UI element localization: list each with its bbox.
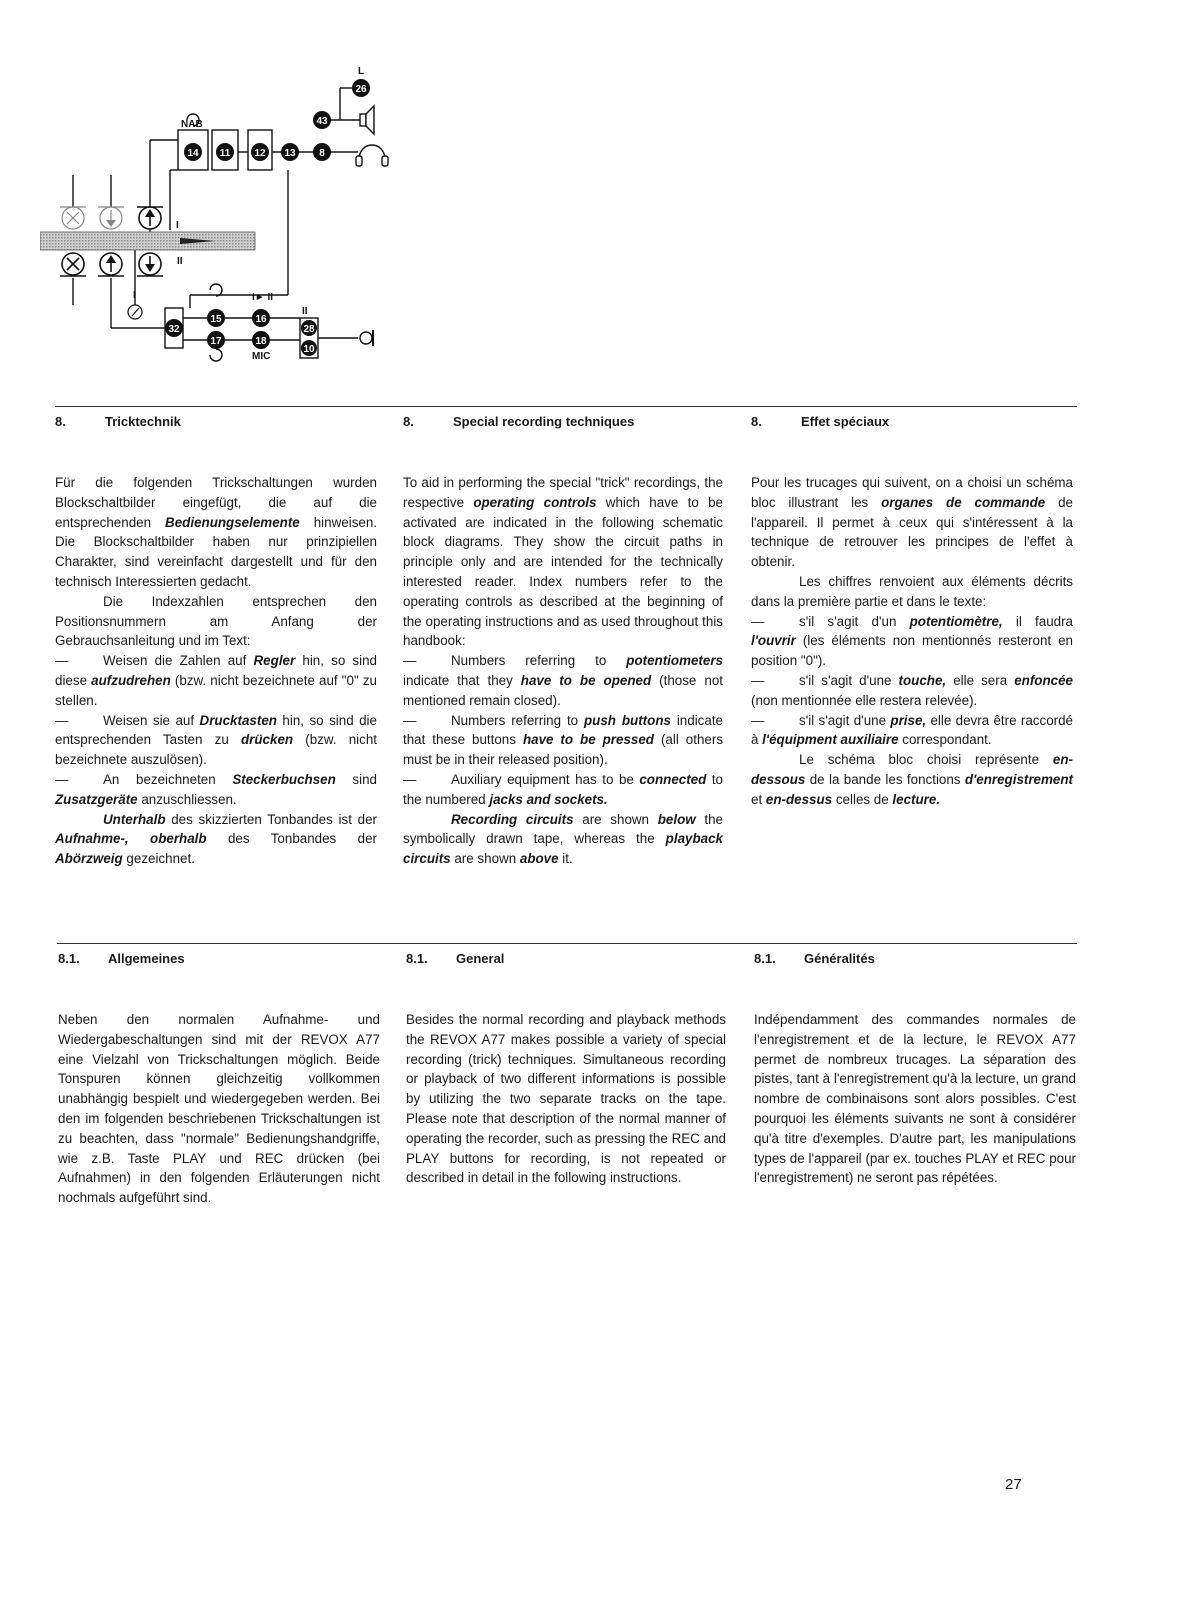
paragraph: Le schéma bloc choisi représente en-dessous de la bande les fonctions d'enregistrement et en-dessus celles de lecture. [751, 752, 1073, 807]
svg-text:I: I [176, 220, 179, 231]
heading-81-de [58, 951, 185, 966]
section-8-rule [55, 406, 1077, 407]
list-item: — An bezeichneten Steckerbuchsen sind Zusatzgeräte anzuschliessen. [55, 771, 377, 807]
svg-text:15: 15 [210, 314, 222, 325]
list-item: — Numbers referring to push buttons indicate that these buttons have to be pressed (all others must be in their released position). [403, 712, 724, 768]
list-item: — Weisen die Zahlen auf Regler hin, so sind diese aufzudrehen (bzw. nicht bezeichnete auf "0" zu stellen. [55, 653, 378, 708]
heading-number: 8. [403, 414, 414, 429]
heading-title: Effet spéciaux [801, 414, 890, 429]
column-en-81 [406, 1010, 726, 1188]
svg-text:16: 16 [255, 314, 267, 325]
svg-text:12: 12 [254, 148, 266, 159]
heading-number: 8.1. [406, 951, 428, 966]
paragraph: Die Indexzahlen entsprechen den Positionsnummern am Anfang der Gebrauchsanleitung und im Text: [55, 593, 377, 649]
svg-text:L: L [358, 66, 365, 77]
svg-text:17: 17 [210, 336, 222, 347]
svg-text:18: 18 [255, 336, 267, 347]
heading-title: Généralités [804, 951, 875, 966]
column-fr-81 [754, 1010, 1076, 1188]
svg-text:13: 13 [284, 148, 296, 159]
heading-8-de [55, 414, 181, 429]
paragraph: Unterhalb des skizzierten Tonbandes ist der Aufnahme-, oberhalb des Tonbandes der Abörzweig gezeichnet. [55, 811, 377, 867]
block-schematic-diagram [40, 60, 400, 390]
list-item: — Numbers referring to potentiometers indicate that they have to be opened (those not mentioned remain closed). [403, 653, 723, 708]
list-item: — Weisen sie auf Drucktasten hin, so sind die entsprechenden Tasten zu drücken (bzw. nicht bezeichnete auszulösen). [55, 712, 378, 768]
paragraph: Pour les trucages qui suivent, on a choisi un schéma bloc illustrant les organes de commande de l'appareil. Il permet à ceux qui s'intéressent à la technique de retrouver les principes de l'effet à obtenir. [751, 475, 1073, 570]
paragraph: Neben den normalen Aufnahme- und Wiedergabeschaltungen sind mit der REVOX A77 eine Vielzahl von Trickschaltungen möglich. Beide Tonspuren können gleichzeitig vollkommen unabhängig bespielt und wiedergegeben werden. Bei den im folgenden beschriebenen Trickschaltungen ist zu beachten, dass "normale" Bedienungshandgriffe, wie z.B. Taste PLAY und REC drücken (bei Aufnahmen) in den folgenden Erläuterungen nicht nochmals aufgeführt sind. [58, 1012, 380, 1206]
svg-text:II: II [302, 306, 308, 317]
paragraph: Besides the normal recording and playback methods the REVOX A77 makes possible a variety of special recording (trick) techniques. Simultaneous recording or playback of two different informations is possible by utilizing the two separate tracks on the tape. Please note that description of the normal manner of operating the recorder, such as pressing the REC and PLAY buttons for recording, is not repeated or described in detail in the following instructions. [406, 1012, 726, 1186]
heading-title: Tricktechnik [105, 414, 181, 429]
svg-text:28: 28 [303, 324, 315, 335]
svg-text:32: 32 [168, 324, 180, 335]
svg-text:43: 43 [316, 116, 328, 127]
column-de-81 [58, 1010, 380, 1208]
heading-8-en [403, 414, 634, 429]
heading-title: Special recording techniques [453, 414, 635, 429]
page-number: 27 [1005, 1476, 1022, 1493]
heading-number: 8. [55, 414, 66, 429]
column-fr-8 [751, 473, 1073, 810]
svg-text:26: 26 [355, 84, 367, 95]
paragraph: To aid in performing the special "trick" recordings, the respective operating controls which have to be activated are indicated in the following schematic block diagrams. They show the circuit paths in principle only and are intended for the technically interested reader. Index numbers refer to the operating controls as described at the beginning of the operating instructions and as used throughout this handbook: [403, 475, 723, 649]
paragraph: Les chiffres renvoient aux éléments décrits dans la première partie et dans le texte: [751, 573, 1073, 609]
heading-number: 8. [751, 414, 762, 429]
list-item: — s'il s'agit d'un potentiomètre, il faudra l'ouvrir (les éléments non mentionnés resteront en position "0"). [751, 613, 1073, 669]
heading-81-en [406, 951, 504, 966]
paragraph: Recording circuits are shown below the symbolically drawn tape, whereas the playback circuits are shown above it. [403, 811, 723, 867]
paragraph: Für die folgenden Trickschaltungen wurden Blockschaltbilder eingefügt, die auf die entsprechenden Bedienungselemente hinweisen. Die Blockschaltbilder haben nur prinzipiellen Charakter, sind vereinfacht dargestellt und für den technisch Interessierten gedacht. [55, 475, 378, 589]
svg-text:I► II: I► II [252, 292, 274, 303]
column-en-8 [403, 473, 723, 869]
list-item: — Auxiliary equipment has to be connected to the numbered jacks and sockets. [403, 771, 724, 807]
heading-8-fr [751, 414, 889, 429]
heading-title: General [456, 951, 505, 966]
heading-81-fr [754, 951, 875, 966]
svg-text:8: 8 [319, 148, 325, 159]
svg-text:11: 11 [219, 148, 231, 159]
list-item: — s'il s'agit d'une prise, elle devra être raccordé à l'équipment auxiliaire correspondant. [751, 712, 1073, 748]
list-item: — s'il s'agit d'une touche, elle sera enfoncée (non mentionnée elle restera relevée). [751, 672, 1073, 708]
heading-number: 8.1. [58, 951, 80, 966]
svg-text:II: II [177, 256, 183, 267]
svg-text:MIC: MIC [252, 351, 271, 362]
heading-title: Allgemeines [108, 951, 185, 966]
heading-number: 8.1. [754, 951, 776, 966]
paragraph: Indépendamment des commandes normales de l'enregistrement et de la lecture, le REVOX A77 permet de nombreux trucages. La séparation des pistes, tant à l'enregistrement qu'à la lecture, un grand nombre de combinaisons sont alors possibles. C'est pourquoi les éléments suivants ne sont à considérer qu'à titre d'exemples. D'autre part, les manipulations types de l'appareil (par ex. touches PLAY et REC pour l'enregistrement) ne seront pas répétées. [754, 1012, 1076, 1186]
svg-text:10: 10 [303, 344, 315, 355]
svg-text:14: 14 [187, 148, 199, 159]
svg-text:I: I [133, 290, 136, 301]
column-de-8 [55, 473, 377, 869]
svg-text:NAB: NAB [181, 119, 203, 130]
section-81-rule [57, 943, 1077, 944]
